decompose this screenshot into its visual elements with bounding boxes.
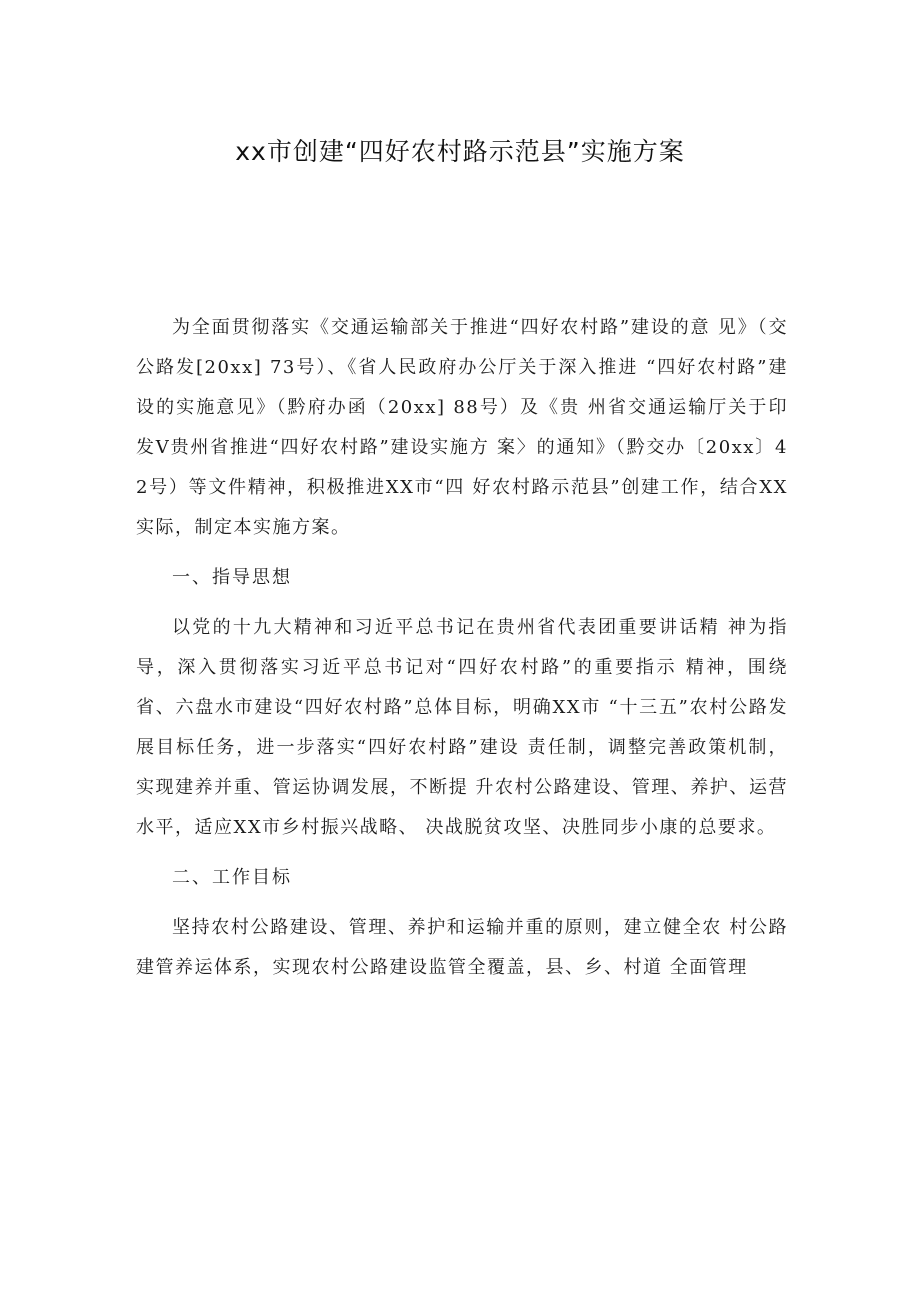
document-title: xx市创建“四好农村路示范县”实施方案: [235, 137, 685, 166]
section-heading-work-goals: 二、工作目标: [172, 867, 292, 888]
section-text-guiding-ideology: 以党的十九大精神和习近平总书记在贵州省代表团重要讲话精 神为指导，深入贯彻落实习近平总书记对“四好农村路”的重要指示 精神，围绕省、六盘水市建设“四好农村路”总体目标，明确XX市 “十三五”农村公路发展目标任务，进一步落实“四好农村路”建设 责任制，调整完善政策机制，实现建养并重、管运协调发展，不断提 升农村公路建设、管理、养护、运营水平，适应XX市乡村振兴战略、 决战脱贫攻坚、决胜同步小康的总要求。: [136, 617, 788, 838]
section-heading-guiding-ideology: 一、指导思想: [172, 567, 292, 588]
document-body: [136, 308, 788, 998]
section-text-work-goals: 坚持农村公路建设、管理、养护和运输并重的原则，建立健全农 村公路建管养运体系，实现农村公路建设监管全覆盖，县、乡、村道 全面管理: [136, 917, 788, 978]
intro-paragraph: 为全面贯彻落实《交通运输部关于推进“四好农村路”建设的意 见》（交公路发[20xx] 73号）、《省人民政府办公厅关于深入推进 “四好农村路”建设的实施意见》（黔府办函（20xx] 88号）及《贵 州省交通运输厅关于印发V贵州省推进“四好农村路”建设实施方 案〉的通知》（黔交办〔20xx〕42号）等文件精神，积极推进XX市“四 好农村路示范县”创建工作，结合XX实际，制定本实施方案。: [136, 317, 788, 538]
